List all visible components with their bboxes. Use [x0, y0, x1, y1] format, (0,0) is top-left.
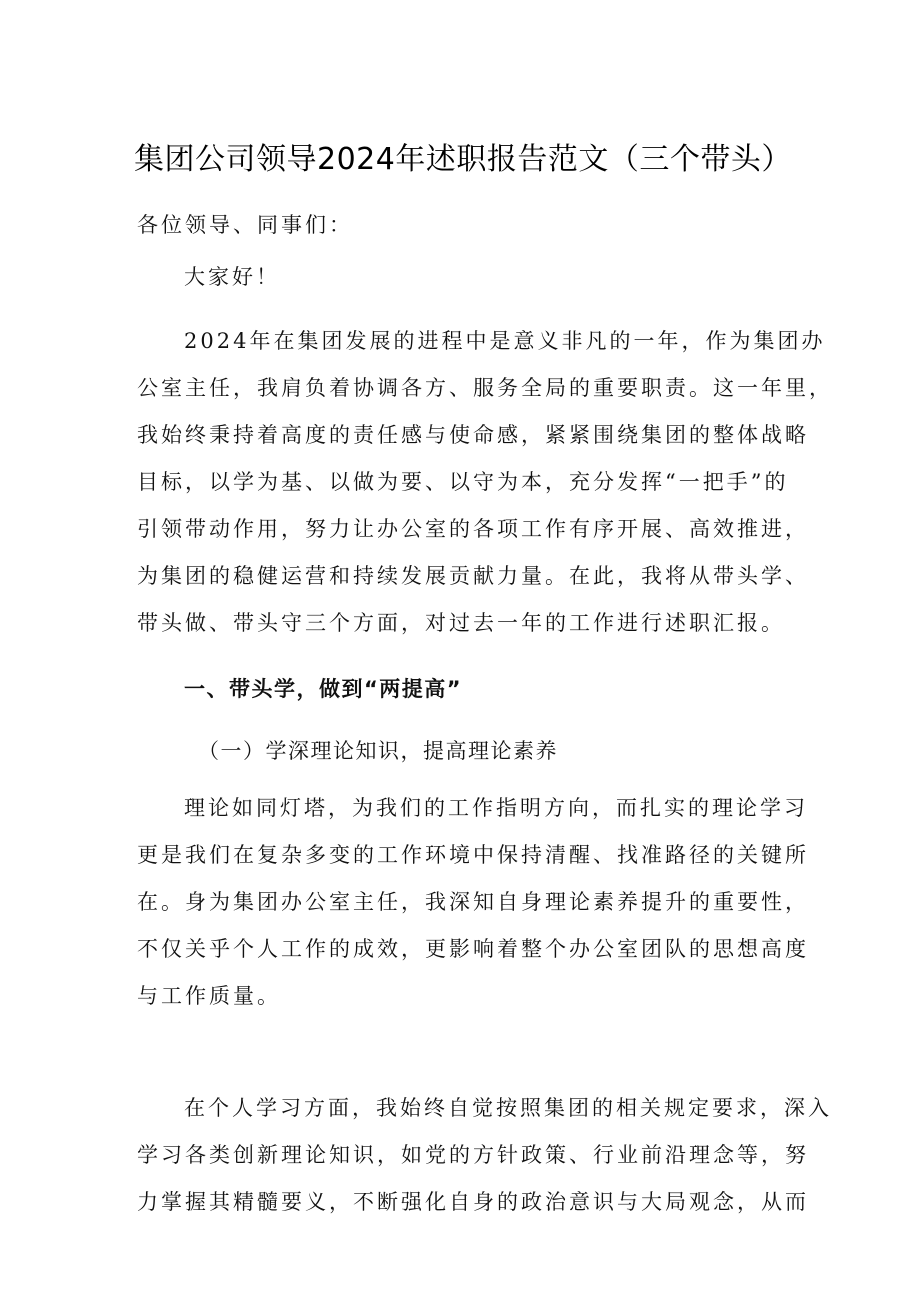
paragraph-line: 与工作质量。: [137, 984, 281, 1008]
paragraph-line: 在个人学习方面，我始终自觉按照集团的相关规定要求，深入: [184, 1096, 832, 1120]
paragraph-line: 在。身为集团办公室主任，我深知自身理论素养提升的重要性，: [137, 890, 809, 914]
greeting-text: 大家好！: [184, 265, 280, 289]
paragraph-line: 更是我们在复杂多变的工作环境中保持清醒、找准路径的关键所: [137, 843, 809, 867]
section-heading: 一、带头学，做到“两提高”: [184, 677, 463, 701]
greeting: [137, 254, 797, 301]
intro-paragraph: [137, 318, 833, 647]
salutation: [137, 202, 797, 249]
paragraph-line: 带头做、带头守三个方面，对过去一年的工作进行述职汇报。: [137, 611, 785, 635]
subsection-heading: （一）学深理论知识，提高理论素养: [198, 739, 558, 763]
paragraph-line: 学习各类创新理论知识，如党的方针政策、行业前沿理念等，努: [137, 1143, 809, 1167]
salutation-text: 各位领导、同事们：: [137, 213, 353, 237]
paragraph-line: 2024年在集团发展的进程中是意义非凡的一年，作为集团办: [184, 329, 826, 353]
body-paragraph: [137, 1085, 832, 1226]
paragraph-line: 为集团的稳健运营和持续发展贡献力量。在此，我将从带头学、: [137, 564, 809, 588]
paragraph-line: 力掌握其精髓要义，不断强化自身的政治意识与大局观念，从而: [137, 1190, 809, 1214]
body-paragraph: [137, 785, 809, 1020]
document-title: 集团公司领导2024年述职报告范文（三个带头）: [134, 142, 792, 177]
paragraph-line: 理论如同灯塔，为我们的工作指明方向，而扎实的理论学习: [184, 796, 808, 820]
paragraph-line: 引领带动作用，努力让办公室的各项工作有序开展、高效推进，: [137, 517, 809, 541]
paragraph-line: 目标，以学为基、以做为要、以守为本，充分发挥“一把手”的: [137, 470, 789, 494]
paragraph-line: 不仅关乎个人工作的成效，更影响着整个办公室团队的思想高度: [137, 937, 809, 961]
paragraph-line: 公室主任，我肩负着协调各方、服务全局的重要职责。这一年里，: [137, 376, 833, 400]
paragraph-line: 我始终秉持着高度的责任感与使命感，紧紧围绕集团的整体战略: [137, 423, 809, 447]
